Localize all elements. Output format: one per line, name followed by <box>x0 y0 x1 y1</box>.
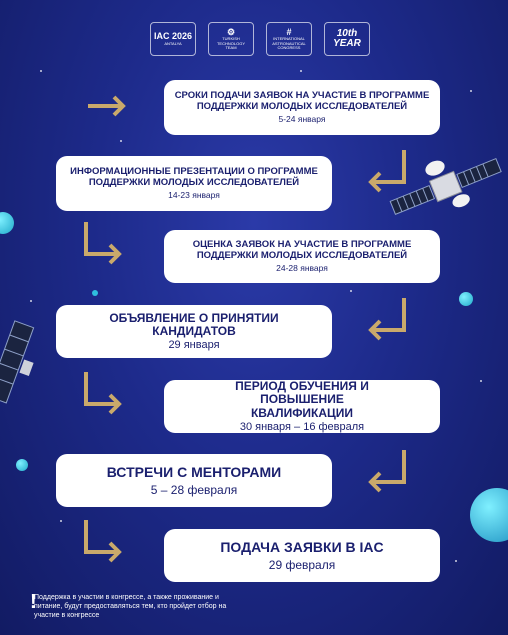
arrow-down-left-icon <box>364 148 408 196</box>
arrow-down-right-icon <box>82 518 126 566</box>
footnote: Поддержка в участии в конгрессе, а также проживание и питание, будут предоставляться тем, кто пройдет отбор на участие в конгрессе <box>34 594 227 619</box>
arrow-right-icon <box>86 92 130 120</box>
step-date: 5 – 28 февраля <box>150 482 238 497</box>
step-card-5 <box>164 380 440 433</box>
logo-10th-year: 10th YEAR <box>324 22 370 56</box>
logo-iac: IAC 2026 ANTALYA <box>150 22 196 56</box>
step-date: 24-28 января <box>276 262 328 273</box>
arrow-down-left-icon <box>364 296 408 344</box>
step-title: ОБЪЯВЛЕНИЕ О ПРИНЯТИИ КАНДИДАТОВ <box>109 310 279 338</box>
step-card-1 <box>164 80 440 135</box>
planet-left-top <box>0 212 14 234</box>
step-card-6 <box>56 454 332 507</box>
step-date: 29 января <box>168 339 220 352</box>
step-title: ПОДАЧА ЗАЯВКИ В IAC <box>220 539 384 556</box>
step-title: ОЦЕНКА ЗАЯВОК НА УЧАСТИЕ В ПРОГРАММЕ ПОДДЕРЖКИ МОЛОДЫХ ИССЛЕДОВАТЕЛЕЙ <box>192 239 412 261</box>
partner-logos <box>150 22 370 56</box>
step-title: ИНФОРМАЦИОННЫЕ ПРЕЗЕНТАЦИИ О ПРОГРАММЕ ПОДДЕРЖКИ МОЛОДЫХ ИССЛЕДОВАТЕЛЕЙ <box>70 166 318 188</box>
step-card-7 <box>164 529 440 582</box>
planet-right-bottom <box>470 488 508 542</box>
logo-congress: # INTERNATIONAL ASTRONAUTICAL CONGRESS <box>266 22 312 56</box>
satellite-left-icon <box>0 320 44 410</box>
step-card-3 <box>164 230 440 283</box>
step-card-2 <box>56 156 332 211</box>
arrow-down-right-icon <box>82 220 126 268</box>
arrow-down-right-icon <box>82 370 126 418</box>
step-card-4 <box>56 305 332 358</box>
planet-right-small <box>92 290 98 296</box>
step-title: ВСТРЕЧИ С МЕНТОРАМИ <box>106 464 282 481</box>
step-date: 30 января – 16 февраля <box>239 421 365 434</box>
step-title: ПЕРИОД ОБУЧЕНИЯ И ПОВЫШЕНИЕ КВАЛИФИКАЦИИ <box>235 378 369 420</box>
step-title: СРОКИ ПОДАЧИ ЗАЯВОК НА УЧАСТИЕ В ПРОГРАММЕ ПОДДЕРЖКИ МОЛОДЫХ ИССЛЕДОВАТЕЛЕЙ <box>174 90 430 112</box>
planet-left-low <box>16 459 28 471</box>
step-date: 14-23 января <box>168 189 220 200</box>
logo-turkish-technology-team: ⚙ TURKISH TECHNOLOGY TEAM <box>208 22 254 56</box>
planet-right-mid <box>459 292 473 306</box>
step-date: 29 февраля <box>268 557 336 572</box>
arrow-down-left-icon <box>364 448 408 496</box>
exclamation-icon: ! <box>30 591 37 613</box>
step-date: 5-24 января <box>278 113 326 124</box>
